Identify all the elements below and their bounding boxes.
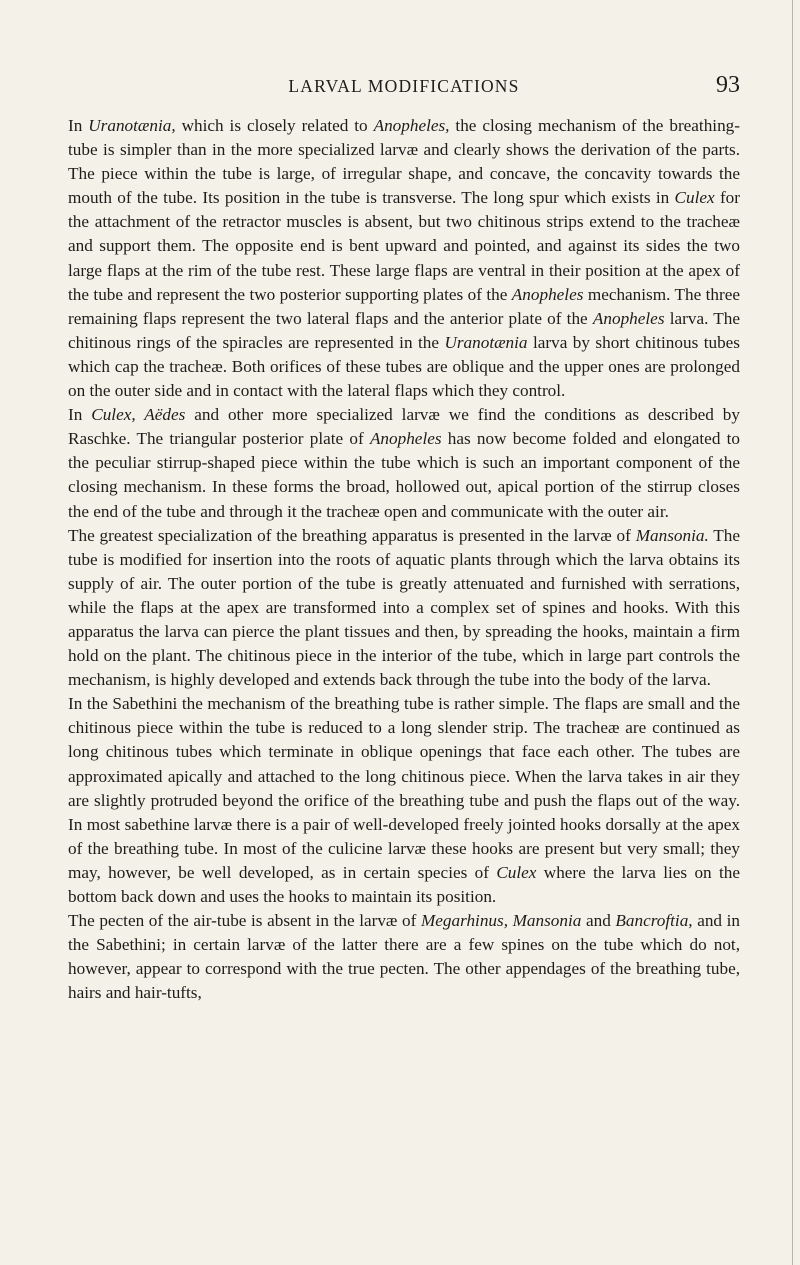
- text-run: In: [68, 405, 92, 425]
- page-edge-line: [792, 0, 793, 1265]
- paragraph: [68, 114, 740, 403]
- page-number: 93: [716, 72, 740, 98]
- italic-term: Culex, Aëdes: [91, 405, 186, 425]
- italic-term: Megarhinus, Mansonia: [420, 911, 582, 931]
- text-run: The greatest specialization of the breathing apparatus is presented in the larvæ of: [68, 525, 636, 545]
- text-run: where the larva lies on the bottom back down and uses the hooks to maintain its position.: [68, 862, 740, 906]
- italic-term: Anopheles: [369, 429, 442, 449]
- paragraph: [68, 692, 740, 909]
- text-run: and other more specialized larvæ we find the conditions as described by Raschke. The triangular posterior plate of: [68, 405, 740, 449]
- italic-term: Uranotænia,: [88, 116, 176, 135]
- page-header: [68, 72, 740, 102]
- text-run: and in the Sabethini; in certain larvæ of the latter there are a few spines on the tube which do not, however, appear to correspond with the true pecten. The other appendages of the breathing tube, hairs and hair-tufts,: [68, 911, 740, 1003]
- paragraph: [68, 909, 740, 1005]
- text-run: The tube is modified for insertion into the roots of aquatic plants through which the larva obtains its supply of air. The outer portion of the tube is greatly attenuated and furnished with serrations, while the flaps at the apex are transformed into a complex set of spines and hooks. With this apparatus the larva can pierce the plant tissues and then, by spreading the hooks, maintain a firm hold on the plant. The chitinous piece in the interior of the tube, which in large part controls the mechanism, is highly developed and extends back through the tube into the body of the larva.: [68, 525, 740, 690]
- italic-term: Mansonia.: [635, 525, 709, 545]
- text-run: In: [68, 116, 89, 135]
- text-run: the closing mechanism of the breathing-tube is simpler than in the more specialized larvæ and clearly shows the derivation of the parts. The piece within the tube is large, of irregular shape, and concave, the concavity towards the mouth of the tube. Its position in the tube is transverse. The long spur which exists in: [68, 116, 740, 208]
- italic-term: Anopheles: [592, 308, 665, 328]
- text-run: larva. The chitinous rings of the spiracles are represented in the: [68, 308, 740, 352]
- italic-term: Anopheles,: [373, 116, 450, 135]
- italic-term: Bancroftia,: [615, 911, 693, 931]
- text-run: mechanism. The three remaining flaps represent the two lateral flaps and the anterior plate of the: [68, 284, 740, 328]
- body-text: [68, 114, 740, 1005]
- text-run: larva by short chitinous tubes which cap the tracheæ. Both orifices of these tubes are oblique and the upper ones are prolonged on the outer side and in contact with the lateral flaps which they control.: [68, 332, 740, 401]
- text-run: which is closely related to: [175, 116, 374, 135]
- text-run: and: [581, 911, 616, 931]
- text-run: has now become folded and elongated to the peculiar stirrup-shaped piece within the tube which is such an important component of the closing mechanism. In these forms the broad, hollowed out, apical portion of the stirrup closes the end of the tube and through it the tracheæ open and communicate with the outer air.: [68, 429, 741, 521]
- text-run: The pecten of the air-tube is absent in the larvæ of: [68, 911, 421, 931]
- paragraph: [68, 524, 740, 693]
- italic-term: Anopheles: [511, 284, 584, 304]
- running-head: LARVAL MODIFICATIONS: [288, 76, 520, 96]
- text-run: In the Sabethini the mechanism of the breathing tube is rather simple. The flaps are small and the chitinous piece within the tube is reduced to a long slender strip. The tracheæ are continued as long chitinous tubes which terminate in oblique openings that face each other. The tubes are approximated apically and attached to the long chitinous piece. When the larva takes in air they are slightly protruded beyond the orifice of the breathing tube and push the flaps out of the way. In most sabethine larvæ there is a pair of well-developed freely jointed hooks dorsally at the apex of the breathing tube. In most of the culicine larvæ these hooks are present but very small; they may, however, be well developed, as in certain species of: [68, 694, 740, 882]
- text-run: for the attachment of the retractor muscles is absent, but two chitinous strips extend to the tracheæ and support them. The opposite end is bent upward and pointed, and against its sides the two large flaps at the rim of the tube rest. These large flaps are ventral in their position at the apex of the tube and represent the two posterior supporting plates of the: [68, 188, 740, 304]
- italic-term: Culex: [674, 188, 715, 208]
- italic-term: Culex: [496, 862, 537, 882]
- italic-term: Uranotænia: [444, 332, 528, 352]
- paragraph: [68, 403, 740, 523]
